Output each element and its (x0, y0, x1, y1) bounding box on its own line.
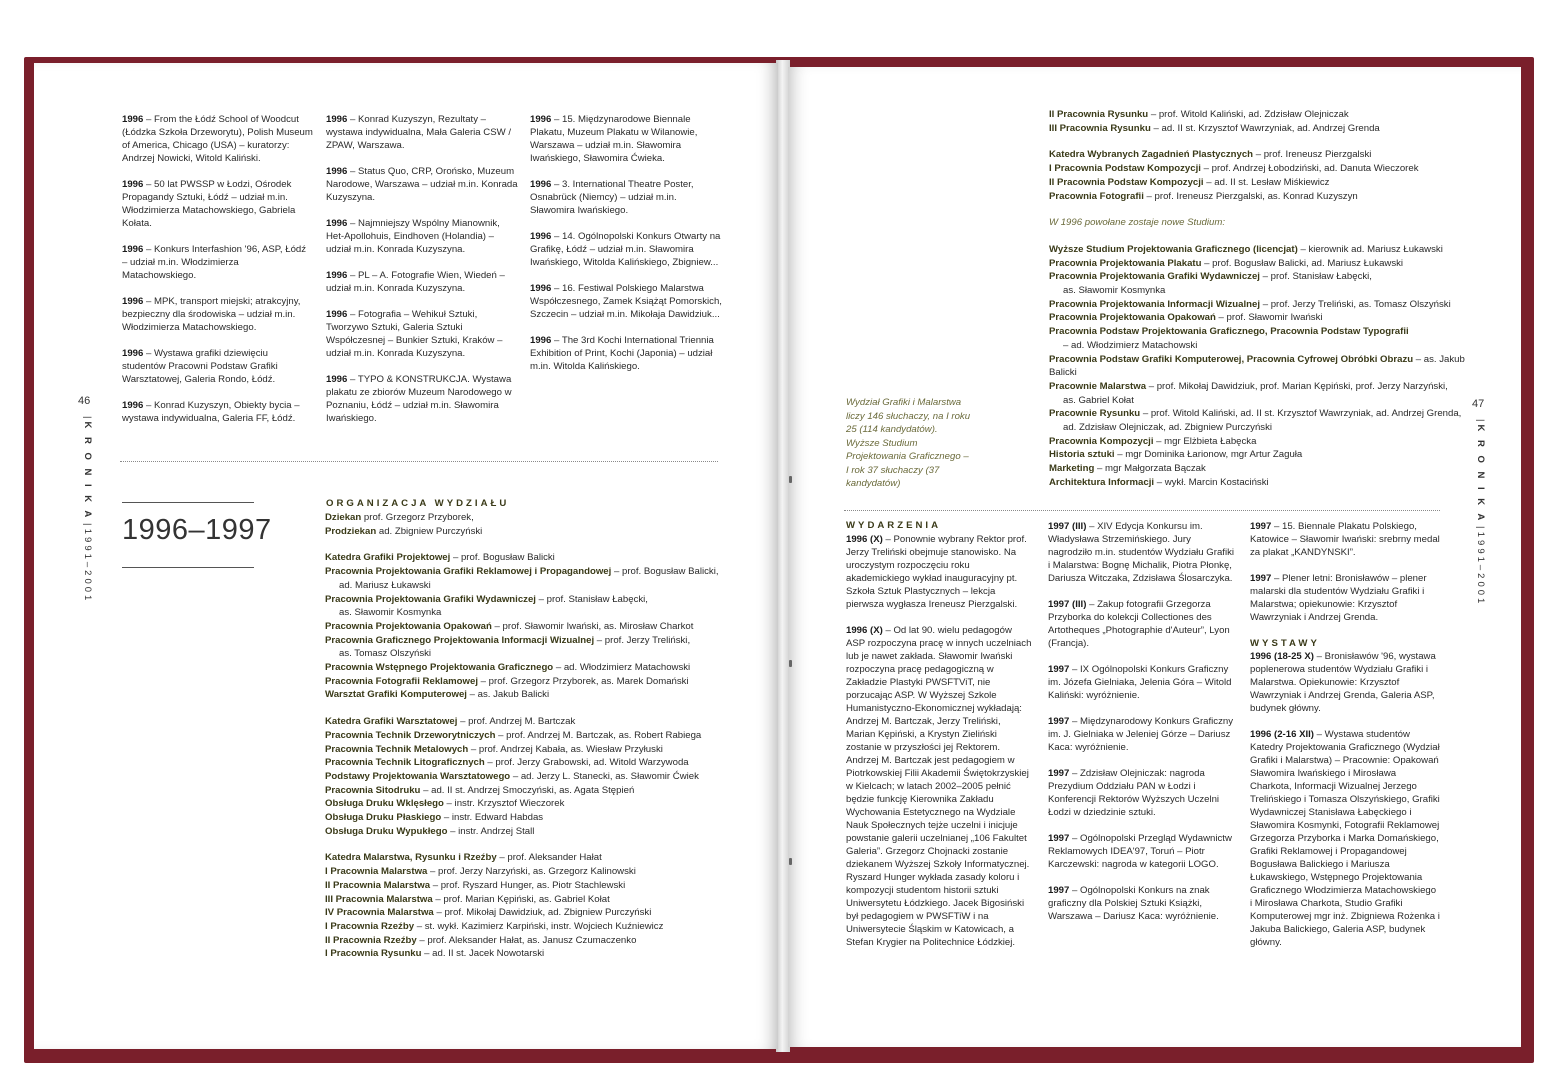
entry-text: – Zdzisław Olejniczak: nagroda Prezydium Oddziału PAN w Łodzi i Konferencji Rektorów Wyższych Uczelni Łodzi w dziedzinie sztuki. (1048, 768, 1220, 818)
org-line (1049, 462, 1469, 476)
unit-staff: – prof. Bogusław Balicki, ad. Mariusz Łukawski (1201, 257, 1404, 269)
entry-date: 1996 (122, 348, 144, 359)
year-heading: 1996–1997 (122, 514, 272, 546)
org-line (1049, 162, 1469, 176)
running-head: |K R O N I K A|1991–2001 (1475, 419, 1486, 607)
entry-text: – 15. Biennale Plakatu Polskiego, Katowice – Sławomir Iwański: srebrny medal za plakat „KANDYNSKI”. (1250, 521, 1440, 558)
entry-text: – Status Quo, CRP, Orońsko, Muzeum Narodowe, Warszawa – udział m.in. Konrada Kuzyszyna. (326, 166, 518, 203)
org-line (1049, 311, 1469, 325)
unit-name: Pracownia Technik Drzeworytniczych (325, 729, 496, 741)
left-column-2 (326, 113, 518, 438)
org-line (325, 756, 745, 770)
unit-staff: – mgr Elżbieta Łabęcka (1153, 435, 1257, 447)
chronicle-entry (326, 165, 518, 204)
chronicle-entry (326, 217, 518, 256)
unit-staff: – prof. Andrzej M. Bartczak (457, 716, 576, 728)
dotted-divider (844, 510, 1440, 511)
unit-name: III Pracownia Rysunku (1049, 122, 1151, 134)
entry-text: – MPK, transport miejski; atrakcyjny, bezpieczny dla środowiska – udział m.in. Włodzimierza Matachowskiego. (122, 296, 301, 333)
unit-staff: – prof. Aleksander Hałat (496, 852, 602, 864)
org-line (325, 947, 745, 961)
org-line (1049, 176, 1469, 190)
chronicle-entry (530, 113, 722, 165)
spacer (325, 838, 745, 851)
unit-name: Katedra Malarstwa, Rysunku i Rzeźby (325, 852, 497, 864)
unit-name: Podstawy Projektowania Warsztatowego (325, 770, 511, 782)
unit-name: Wyższe Studium Projektowania Graficznego (licencjat) (1049, 243, 1298, 255)
unit-staff: – ad. II st. Andrzej Smoczyński, as. Agata Stępień (420, 784, 635, 796)
org-line: ad. Zdzisław Olejniczak, ad. Zbigniew Purczyński (1063, 422, 1273, 434)
entry-date: 1996 (530, 335, 552, 346)
org-line (325, 715, 745, 729)
chronicle-entry (846, 533, 1032, 611)
org-line (1049, 448, 1469, 462)
org-line (325, 675, 745, 689)
unit-staff: – prof. Ireneusz Pierzgalski (1253, 149, 1372, 161)
chronicle-entry (530, 334, 722, 373)
unit-staff: – st. wykł. Kazimierz Karpiński, instr. Wojciech Kuźniewicz (414, 920, 664, 932)
unit-name: Marketing (1049, 463, 1095, 475)
unit-staff: – instr. Krzysztof Wieczorek (443, 798, 565, 810)
unit-staff: – prof. Mikołaj Dawidziuk, ad. Zbigniew Purczyński (433, 907, 652, 919)
events-column-1 (846, 533, 1032, 962)
chronicle-entry (530, 282, 722, 321)
unit-name: Obsługa Druku Wypukłego (325, 825, 448, 837)
chronicle-entry (1250, 520, 1440, 559)
entry-text: – TYPO & KONSTRUKCJA. Wystawa plakatu ze zbiorów Muzeum Narodowego w Poznaniu, Łódź – udział m.in. Sławomira Iwańskiego. (326, 374, 512, 424)
entry-date: 1996 (122, 179, 144, 190)
org-line (325, 920, 745, 934)
unit-staff: ad. Zbigniew Purczyński (376, 525, 483, 537)
unit-name: Pracownia Wstępnego Projektowania Graficznego (325, 662, 554, 674)
unit-name: I Pracownia Rysunku (325, 948, 422, 960)
entry-text: – Bronisławów '96, wystawa poplenerowa studentów Wydziału Grafiki i Malarstwa. Opiekunowie: Krzysztof Wawrzyniak i Andrzej Grenda, Galeria ASP, budynek główny. (1250, 651, 1436, 714)
org-line (325, 811, 745, 825)
org-line (1049, 257, 1469, 271)
chronicle-entry (1048, 832, 1234, 871)
running-head-years: 1991–2001 (82, 528, 93, 604)
entry-date: 1997 (1250, 573, 1272, 584)
chronicle-entry (846, 624, 1032, 949)
org-section-title: ORGANIZACJA WYDZIAŁU (326, 498, 510, 509)
org-line (325, 551, 745, 565)
unit-name: I Pracownia Rzeźby (325, 920, 415, 932)
unit-name: Pracownia Technik Litograficznych (325, 757, 485, 769)
events-column-3 (1250, 520, 1440, 962)
unit-staff: – ad. II st. Lesław Miśkiewicz (1203, 176, 1330, 188)
org-line (325, 770, 745, 784)
unit-staff: – ad. Włodzimierz Matachowski (553, 662, 691, 674)
entry-date: 1996 (326, 309, 348, 320)
entry-date: 1996 (530, 283, 552, 294)
unit-name: Pracownia Fotografii Reklamowej (325, 675, 479, 687)
org-line (325, 511, 745, 525)
entry-date: 1996 (122, 114, 144, 125)
org-line (325, 825, 745, 839)
org-line (325, 934, 745, 948)
entry-date: 1997 (III) (1048, 521, 1087, 532)
chronicle-entry (1250, 572, 1440, 624)
chronicle-entry (122, 113, 314, 165)
entry-date: 1997 (1048, 768, 1070, 779)
org-line (1049, 380, 1469, 394)
chronicle-entry (122, 243, 314, 282)
unit-staff: – prof. Jerzy Treliński, (594, 634, 691, 646)
spacer (325, 538, 745, 551)
org-line: – ad. Włodzimierz Matachowski (1063, 339, 1198, 351)
spacer (325, 702, 745, 715)
entry-text: – The 3rd Kochi International Triennia Exhibition of Print, Kochi (Japonia) – udział m.in. Witolda Kalińskiego. (530, 335, 714, 372)
entry-date: 1997 (1048, 833, 1070, 844)
unit-name: Architektura Informacji (1049, 476, 1155, 488)
org-line (1049, 108, 1469, 122)
org-line (1049, 122, 1469, 136)
entry-date: 1996 (326, 166, 348, 177)
org-line (325, 634, 745, 648)
entry-text: – Wystawa studentów Katedry Projektowania Graficznego (Wydział Grafiki i Malarstwa) – Pracownie: Opakowań Sławomira Iwańskiego i Mirosława Charkota, Informacji Wizualnej Jerzego Trelińskiego i Tomasza Olszyńskiego, Grafiki Wydawniczej Stanisława Łabęckiego i Sławomira Kosmynki, Fotografii Reklamowej Grzegorza Przyborka i Marka Domańskiego, Grafiki Reklamowej i Propagandowej Bogusława Balickiego i Mariusza Łukawskiego, Wstępnego Projektowania Graficznego Włodzimierza Matachowskiego i Mirosława Charkota, Studio Grafiki Komputerowej mgr inż. Zbigniewa Rożenka i Jakuba Balickiego, Galeria ASP, budynek główny. (1250, 729, 1440, 948)
year-rule-top (122, 502, 254, 503)
org-line (325, 661, 745, 675)
running-head-years: 1991–2001 (1475, 531, 1486, 607)
unit-name: Pracownia Projektowania Opakowań (1049, 312, 1216, 324)
org-line (325, 784, 745, 798)
entry-text: – Konrad Kuzyszyn, Obiekty bycia – wystawa indywidualna, Galeria FF, Łódź. (122, 400, 300, 424)
unit-staff: – prof. Sławomir Iwański (1215, 312, 1323, 324)
entry-date: 1997 (1048, 664, 1070, 675)
entry-text: – 15. Międzynarodowe Biennale Plakatu, Muzeum Plakatu w Wilanowie, Warszawa – udział m.in. Sławomira Iwańskiego, Sławomira Ćwieka. (530, 114, 698, 164)
chronicle-entry (122, 399, 314, 425)
left-column-3 (530, 113, 722, 386)
unit-staff: – prof. Andrzej Łobodziński, ad. Danuta Wieczorek (1200, 163, 1419, 175)
unit-staff: – prof. Bogusław Balicki (450, 552, 555, 564)
unit-staff: – prof. Witold Kaliński, ad. Zdzisław Olejniczak (1148, 109, 1349, 120)
unit-staff: – ad. II st. Krzysztof Wawrzyniak, ad. Andrzej Grenda (1150, 122, 1380, 134)
chronicle-entry (122, 178, 314, 230)
entry-text: – Ponownie wybrany Rektor prof. Jerzy Treliński obejmuje stanowisko. Na uroczystym rozpoczęciu roku akademickiego wykład inauguracyjny pt. Szkoła Sztuk Plastycznych – lekcja pierwsza wygłasza Ireneusz Pierzgalski. (846, 534, 1027, 610)
entry-date: 1996 (X) (846, 534, 883, 545)
org-line (325, 729, 745, 743)
org-line (1049, 190, 1469, 204)
org-line: as. Sławomir Kosmynka (1063, 285, 1166, 297)
org-line (1049, 407, 1469, 421)
entry-date: 1996 (530, 179, 552, 190)
chronicle-entry (1250, 650, 1440, 715)
running-head-label: K R O N I K A (82, 421, 93, 521)
org-line: as. Tomasz Olszyński (339, 648, 432, 660)
unit-name: II Pracownia Malarstwa (325, 879, 431, 891)
entry-text: – Fotografia – Wehikuł Sztuki, Tworzywo Sztuki, Galeria Sztuki Współczesnej – Bunkier Sztuki, Kraków – udział m.in. Konrada Kuzyszyna. (326, 309, 503, 359)
chronicle-entry (1048, 767, 1234, 819)
unit-name: I Pracownia Podstaw Kompozycji (1049, 163, 1201, 175)
unit-staff: – prof. Stanisław Łabęcki, (1259, 271, 1372, 283)
unit-name: Pracownia Kompozycji (1049, 435, 1154, 447)
entry-text: – Międzynarodowy Konkurs Graficzny im. J. Gielniaka w Jeleniej Górze – Dariusz Kaca: wyróżnienie. (1048, 716, 1234, 753)
unit-name: Obsługa Druku Płaskiego (325, 812, 442, 824)
exhibitions-list (1250, 650, 1440, 949)
events-section-title: WYDARZENIA (846, 520, 942, 531)
unit-staff: – prof. Stanisław Łabęcki, (535, 593, 648, 605)
unit-name: Warsztat Grafiki Komputerowej (325, 689, 467, 701)
org-line (325, 865, 745, 879)
unit-staff: – instr. Andrzej Stall (447, 825, 535, 837)
entry-text: – IX Ogólnopolski Konkurs Graficzny im. Józefa Gielniaka, Jelenia Góra – Witold Kaliński: wyróżnienie. (1048, 664, 1232, 701)
chronicle-entry (1250, 728, 1440, 949)
entry-text: – XIV Edycja Konkursu im. Władysława Strzemińskiego. Jury nagrodziło m.in. studentów Wydziału Grafiki i Malarstwa: Bognę Michalik, Piotra Płonkę, Dariusza Witczaka, Zdzisława Ślosarczyka. (1048, 521, 1235, 584)
entry-text: – From the Łódź School of Woodcut (Łódzka Szkoła Drzeworytu), Polish Museum of America, Chicago (USA) – kuratorzy: Andrzej Nowicki, Witold Kaliński. (122, 114, 313, 164)
unit-staff: – instr. Edward Habdas (441, 812, 544, 824)
events-column-2 (1048, 520, 1234, 936)
unit-name: Katedra Grafiki Projektowej (325, 552, 451, 564)
running-head-label: K R O N I K A (1475, 424, 1486, 524)
entry-date: 1996 (2-16 XII) (1250, 729, 1314, 740)
binding-mark (789, 660, 792, 667)
page-number: 46 (78, 395, 91, 407)
entry-date: 1996 (326, 218, 348, 229)
exhibitions-section-title: WYSTAWY (1250, 638, 1320, 649)
unit-name: Pracownia Projektowania Grafiki Wydawniczej (325, 593, 536, 605)
unit-staff: – mgr Dominika Łarionow, mgr Artur Zaguła (1114, 449, 1303, 461)
org-line (325, 565, 745, 579)
org-line (1049, 148, 1469, 162)
unit-staff: – prof. Mikołaj Dawidziuk, prof. Marian Kępiński, prof. Jerzy Narzyński, (1146, 380, 1448, 392)
page-number: 47 (1472, 398, 1485, 410)
unit-staff: – ad. II st. Jacek Nowotarski (421, 948, 545, 960)
entry-text: – 3. International Theatre Poster, Osnabrück (Niemcy) – udział m.in. Sławomira Iwańskiego. (530, 179, 694, 216)
left-column-1 (122, 113, 314, 438)
unit-staff: – prof. Andrzej M. Bartczak, as. Robert Rabiega (495, 729, 702, 741)
unit-staff: – prof. Ryszard Hunger, as. Piotr Stachlewski (430, 879, 626, 891)
unit-name: Pracownia Podstaw Projektowania Graficznego, Pracownia Podstaw Typografii (1049, 326, 1409, 338)
unit-staff: – prof. Aleksander Hałat, as. Janusz Czumaczenko (416, 934, 637, 946)
org-line (325, 797, 745, 811)
chronicle-entry (326, 308, 518, 360)
org-line (1049, 325, 1469, 339)
chronicle-entry (1048, 715, 1234, 754)
chronicle-entry (1048, 520, 1234, 585)
entry-date: 1996 (X) (846, 625, 883, 636)
unit-name: Pracownia Projektowania Grafiki Reklamowej i Propagandowej (325, 566, 612, 578)
spacer (1049, 135, 1469, 148)
unit-name: Pracownie Malarstwa (1049, 380, 1147, 392)
entry-date: 1996 (122, 244, 144, 255)
entry-date: 1996 (530, 114, 552, 125)
unit-staff: – prof. Witold Kaliński, ad. II st. Krzysztof Wawrzyniak, ad. Andrzej Grenda, (1140, 408, 1462, 420)
dotted-divider (120, 461, 718, 462)
unit-name: Dziekan (325, 512, 362, 523)
unit-name: Pracownia Sitodruku (325, 784, 421, 796)
org-line (325, 893, 745, 907)
year-rule-bottom (122, 567, 254, 568)
org-line (325, 906, 745, 920)
unit-staff: – mgr Małgorzata Bączak (1094, 463, 1206, 475)
org-line (1049, 476, 1469, 490)
chronicle-entry (1048, 884, 1234, 923)
unit-staff: – prof. Sławomir Iwański, as. Mirosław Charkot (491, 620, 694, 632)
unit-name: II Pracownia Podstaw Kompozycji (1049, 176, 1204, 188)
unit-staff: – prof. Ireneusz Pierzgalski, as. Konrad Kuzyszyn (1143, 190, 1358, 202)
org-line (325, 620, 745, 634)
unit-staff: – kierownik ad. Mariusz Łukawski (1297, 243, 1443, 255)
entry-text: – PL – A. Fotografie Wien, Wiedeń – udział m.in. Konrada Kuzyszyna. (326, 270, 505, 294)
unit-name: II Pracownia Rysunku (1049, 109, 1149, 120)
entry-text: – Wystawa grafiki dziewięciu studentów Pracowni Podstaw Grafiki Warsztatowej, Galeria Rondo, Łódź. (122, 348, 278, 385)
entry-date: 1996 (326, 270, 348, 281)
org-line (1049, 298, 1469, 312)
entry-text: – Od lat 90. wielu pedagogów ASP rozpoczyna pracę w innych uczelniach lub je nawet zakłada. Sławomir Iwański rozpoczyna pracę pedagogiczną w Zakładzie Plastyki PWSFTViT, nie porzucając ASP. W Wyższej Szkole Humanistyczno-Ekonomicznej wykładają: Andrzej M. Bartczak, Jerzy Treliński, Marian Kępiński, a Krystyn Zieliński zostanie w przyszłości jej Rektorem. Andrzej M. Bartczak jest pedagogiem w Piotrkowskiej Filii Akademii Świętokrzyskiej w Kielcach; w latach 2002–2005 pełnić będzie funkcję Kierownika Zakładu Wychowania Estetycznego na Wydziale Nauk Społecznych tejże uczelni i inicjuje powstanie galerii uczelnianej „106 Fakultet Galeria”. Grzegorz Chojnacki zostanie dziekanem Wyższej Szkoły Informatycznej. Ryszard Hunger wykłada zasady koloru i kompozycji studentom historii sztuki Uniwersytetu Łódzkiego. Jacek Bigosiński był pedagogiem w PWSFTiW i na Uniwersytecie Śląskim w Katowicach, a Stefan Krygier na Politechnice Łódzkiej. (846, 625, 1032, 948)
entry-text: – Plener letni: Bronisławów – plener malarski dla studentów Wydziału Grafiki i Malarstwa; opiekunowie: Krzysztof Wawrzyniak i Andrzej Grenda. (1250, 573, 1427, 623)
chronicle-entry (326, 113, 518, 152)
spacer (1049, 230, 1469, 243)
unit-staff: – wykł. Marcin Kostaciński (1154, 476, 1269, 488)
unit-staff: – prof. Grzegorz Przyborek, as. Marek Domański (478, 675, 689, 687)
binding-mark (789, 858, 792, 865)
chronicle-entry (530, 178, 722, 217)
org-line (325, 593, 745, 607)
entry-date: 1996 (122, 296, 144, 307)
org-line: as. Gabriel Kołat (1063, 394, 1134, 406)
entry-text: – 14. Ogólnopolski Konkurs Otwarty na Grafikę, Łódź – udział m.in. Sławomira Iwańskiego, Witolda Kalińskiego, Zbigniew... (530, 231, 721, 268)
unit-staff: – prof. Jerzy Grabowski, ad. Witold Warzywoda (484, 757, 689, 769)
entry-text: – Konrad Kuzyszyn, Rezultaty – wystawa indywidualna, Mała Galeria CSW / ZPAW, Warszawa. (326, 114, 512, 151)
org-line (325, 688, 745, 702)
entry-date: 1996 (18-25 X) (1250, 651, 1314, 662)
unit-name: Katedra Wybranych Zagadnień Plastycznych (1049, 149, 1254, 161)
entry-date: 1996 (326, 114, 348, 125)
running-head: |K R O N I K A|1991–2001 (82, 416, 93, 604)
org-line: ad. Mariusz Łukawski (339, 579, 431, 591)
entry-text: – 16. Festiwal Polskiego Malarstwa Współczesnego, Zamek Książąt Pomorskich, Szczecin – udział m.in. Mikołaja Dawidziuk... (530, 283, 722, 320)
unit-staff: – prof. Marian Kępiński, as. Gabriel Kołat (432, 893, 610, 905)
unit-name: Pracownia Graficznego Projektowania Informacji Wizualnej (325, 634, 595, 646)
entry-date: 1997 (1048, 885, 1070, 896)
unit-name: Pracownia Technik Metalowych (325, 743, 469, 755)
entry-date: 1997 (III) (1048, 599, 1087, 610)
unit-name: Pracownia Fotografii (1049, 190, 1144, 202)
org-line (1049, 270, 1469, 284)
entry-date: 1997 (1048, 716, 1070, 727)
faculty-organization-list-continued (1049, 108, 1469, 490)
unit-staff: – as. Jakub Balicki (1049, 353, 1465, 379)
org-line (325, 743, 745, 757)
binding-mark (789, 476, 792, 483)
entry-date: 1997 (1250, 521, 1272, 532)
spacer (1049, 203, 1469, 216)
chronicle-entry (326, 269, 518, 295)
org-line (325, 851, 745, 865)
org-line (325, 525, 745, 539)
entry-date: 1996 (326, 374, 348, 385)
org-line (1049, 353, 1469, 380)
chronicle-entry (122, 295, 314, 334)
unit-staff: – prof. Jerzy Narzyński, as. Grzegorz Kalinowski (427, 866, 636, 878)
chronicle-entry (326, 373, 518, 425)
unit-staff: – prof. Bogusław Balicki, (611, 566, 719, 578)
org-line: W 1996 powołane zostaje nowe Studium: (1049, 217, 1225, 229)
unit-name: IV Pracownia Malarstwa (325, 907, 434, 919)
unit-staff: prof. Grzegorz Przyborek, (361, 512, 474, 523)
unit-staff: – prof. Andrzej Kabała, as. Wiesław Przyłuski (468, 743, 663, 755)
entry-text: – Ogólnopolski Przegląd Wydawnictw Reklamowych IDEA'97, Toruń – Piotr Karczewski: nagroda w kategorii LOGO. (1048, 833, 1232, 870)
unit-name: II Pracownia Rzeźby (325, 934, 417, 946)
org-line: as. Sławomir Kosmynka (339, 607, 442, 619)
unit-name: Pracownia Projektowania Opakowań (325, 620, 492, 632)
entry-date: 1996 (530, 231, 552, 242)
unit-name: I Pracownia Malarstwa (325, 866, 428, 878)
chronicle-entry (1048, 663, 1234, 702)
unit-name: Katedra Grafiki Warsztatowej (325, 716, 458, 728)
org-line (1049, 243, 1469, 257)
unit-staff: – as. Jakub Balicki (466, 689, 550, 701)
chronicle-entry (530, 230, 722, 269)
unit-staff: – ad. Jerzy L. Stanecki, as. Sławomir Ćwiek (510, 770, 699, 782)
events-column-3-list (1250, 520, 1440, 624)
org-line (1049, 435, 1469, 449)
unit-name: Pracownie Rysunku (1049, 408, 1141, 420)
unit-name: Prodziekan (325, 525, 377, 537)
events-title-wrap (846, 520, 941, 531)
entry-text: – 50 lat PWSSP w Łodzi, Ośrodek Propagandy Sztuki, Łódź – udział m.in. Włodzimierza Matachowskiego, Gabriela Kołata. (122, 179, 296, 229)
faculty-organization-list (325, 511, 745, 961)
unit-name: Pracownia Projektowania Informacji Wizualnej (1049, 298, 1261, 310)
entry-date: 1996 (122, 400, 144, 411)
entry-text: – Konkurs Interfashion '96, ASP, Łódź – udział m.in. Włodzimierza Matachowskiego. (122, 244, 307, 281)
unit-staff: – prof. Jerzy Treliński, as. Tomasz Olszyński (1260, 298, 1451, 310)
chronicle-entry (122, 347, 314, 386)
unit-name: III Pracownia Malarstwa (325, 893, 433, 905)
unit-name: Pracownia Projektowania Grafiki Wydawniczej (1049, 271, 1260, 283)
unit-name: Obsługa Druku Wklęsłego (325, 798, 444, 810)
org-line (325, 879, 745, 893)
entry-text: – Zakup fotografii Grzegorza Przyborka do kolekcji Collectiones des Artotheques „Photographie d'Auteur”, Lyon (Francja). (1048, 599, 1230, 649)
entry-text: – Najmniejszy Wspólny Mianownik, Het-Apollohuis, Eindhoven (Holandia) – udział m.in. Konrada Kuzyszyna. (326, 218, 500, 255)
unit-name: Historia sztuki (1049, 449, 1115, 461)
org-title-wrap (326, 498, 509, 509)
unit-name: Pracownia Projektowania Plakatu (1049, 257, 1202, 269)
entry-text: – Ogólnopolski Konkurs na znak graficzny dla Polskiej Sztuki Książki, Warszawa – Dariusz Kaca: wyróżnienie. (1048, 885, 1219, 922)
enrollment-note: Wydział Grafiki i Malarstwa liczy 146 słuchaczy, na I roku 25 (114 kandydatów). Wyższe Studium Projektowania Graficznego – I rok 37 słuchaczy (37 kandydatów) (846, 397, 971, 489)
unit-name: Pracownia Podstaw Grafiki Komputerowej, Pracownia Cyfrowej Obróbki Obrazu (1049, 353, 1414, 365)
chronicle-entry (1048, 598, 1234, 650)
